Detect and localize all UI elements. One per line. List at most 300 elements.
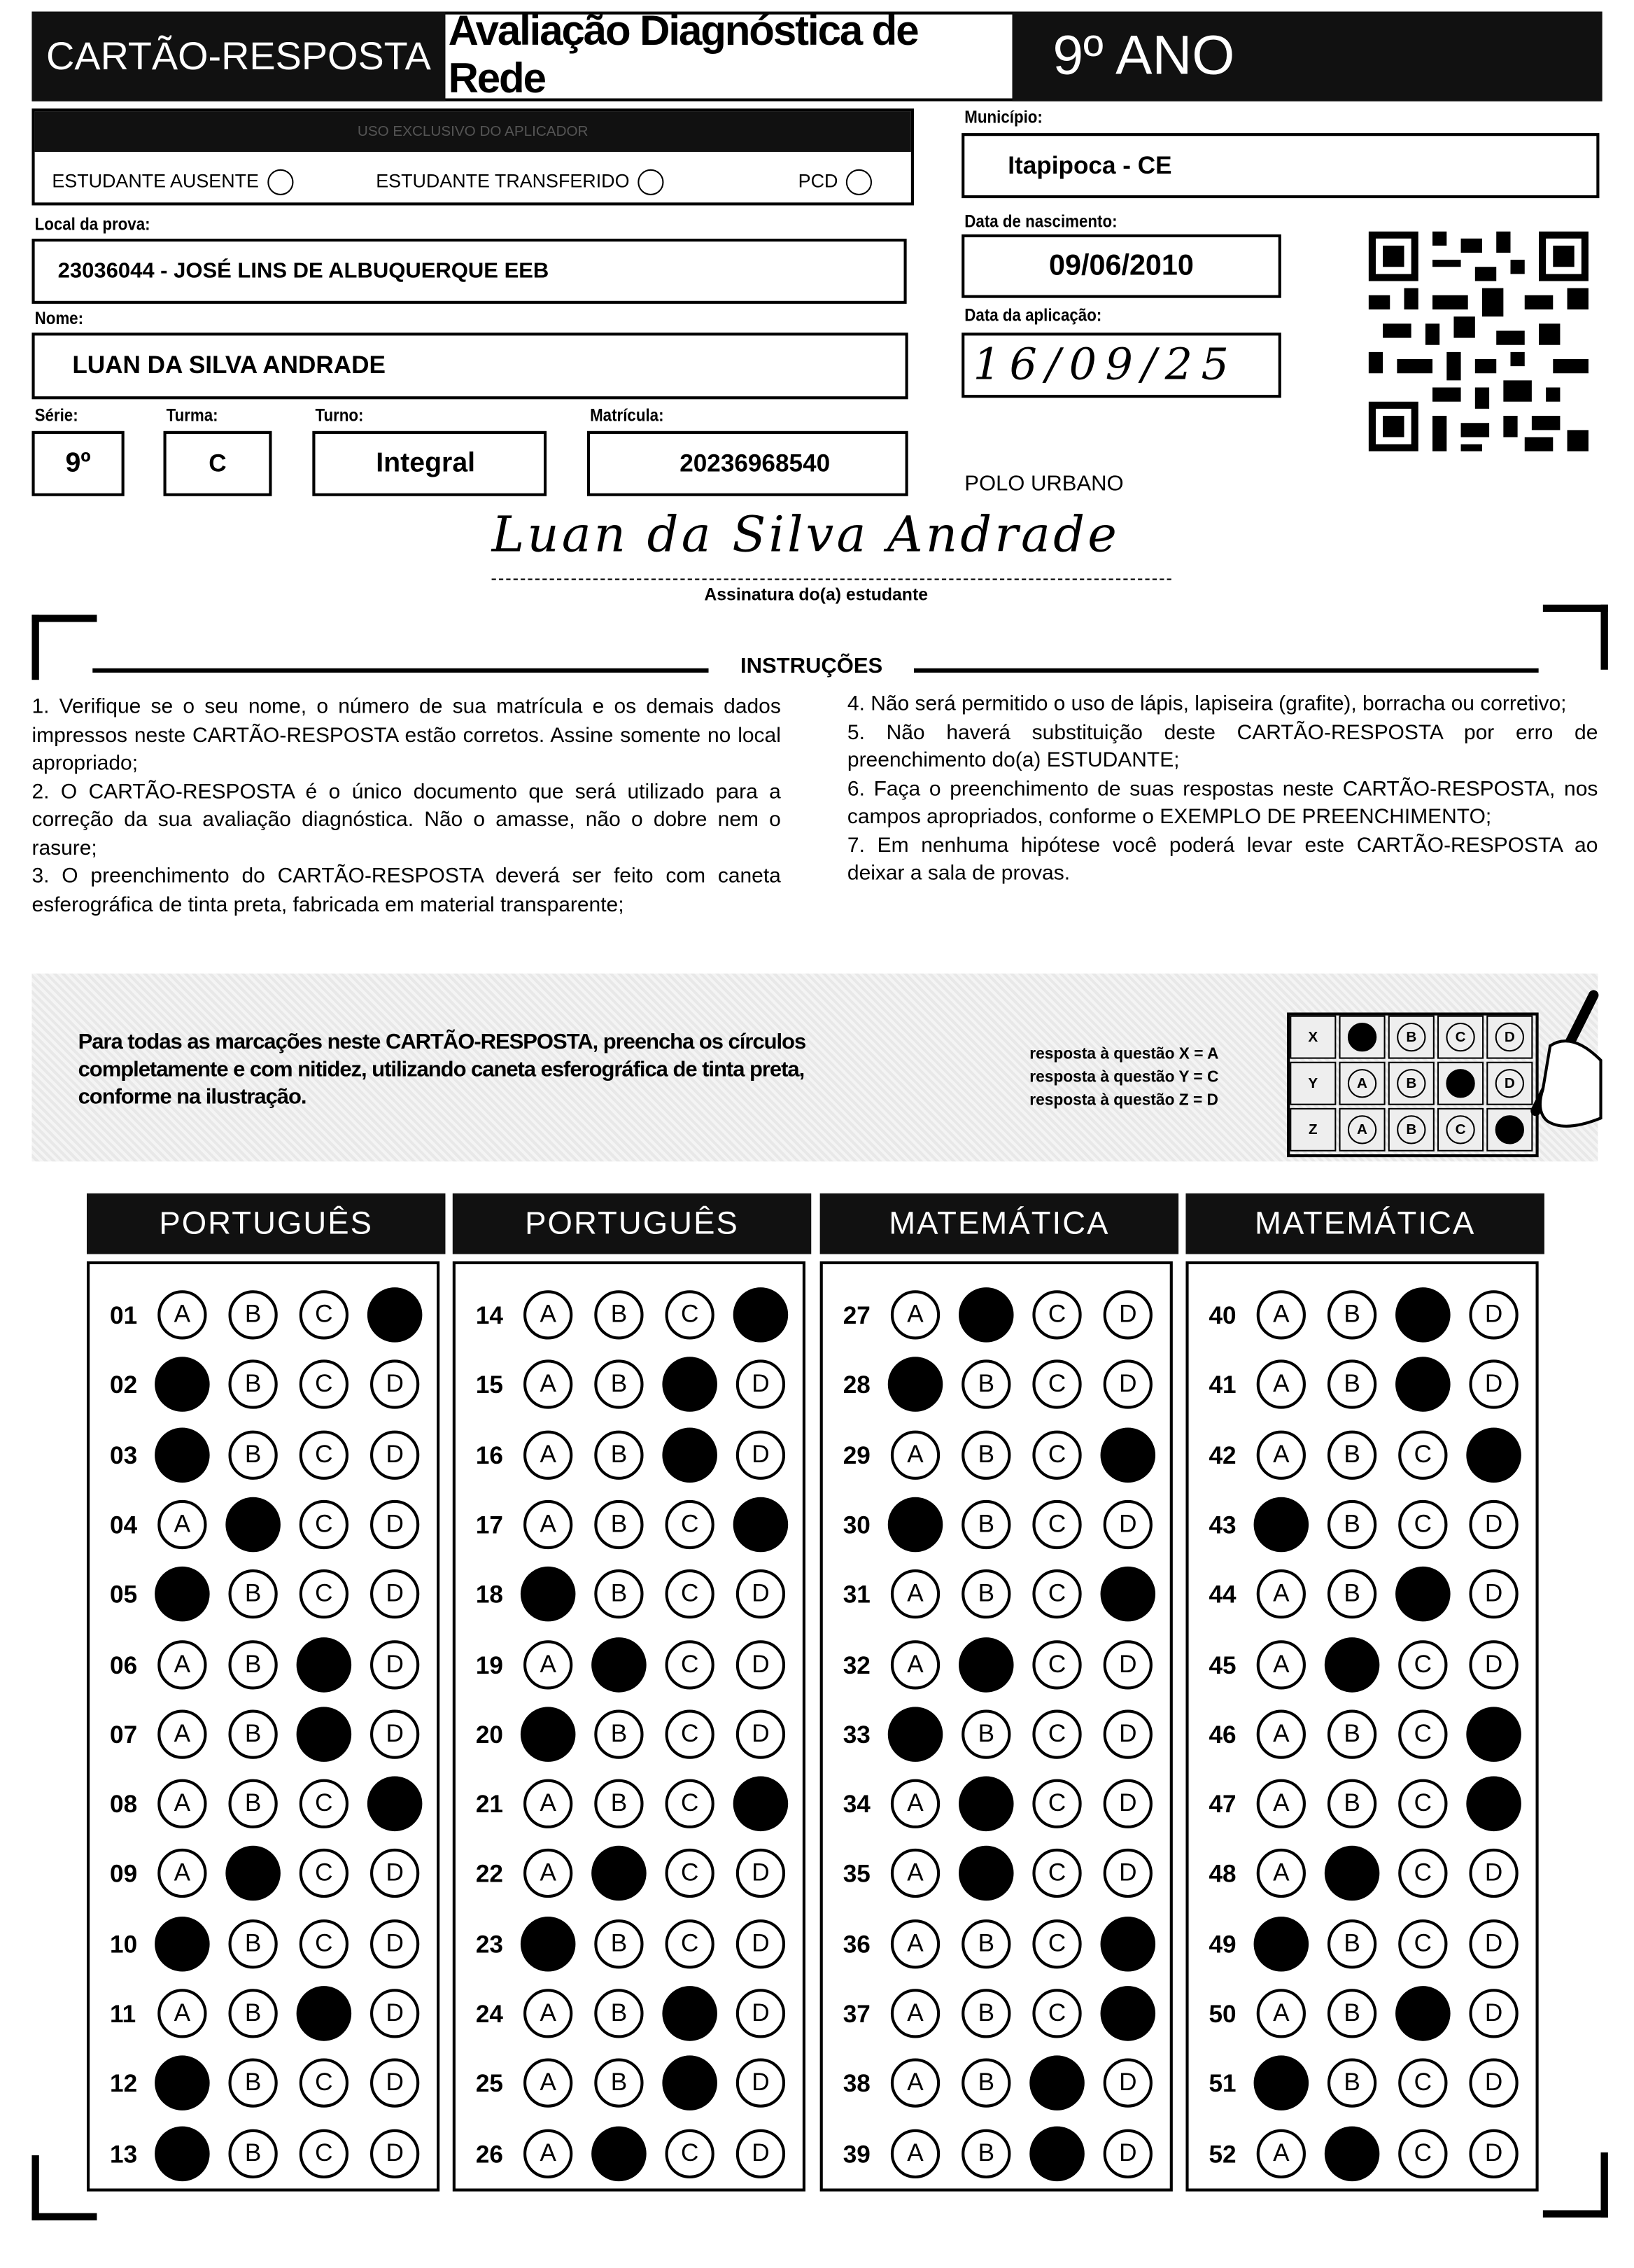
answer-bubble[interactable]: C <box>300 2059 348 2108</box>
answer-bubble[interactable]: B <box>1327 1360 1376 1409</box>
answer-row <box>90 1637 437 1695</box>
answer-bubble[interactable]: B <box>1327 1569 1376 1618</box>
answer-bubble[interactable]: A <box>891 1569 940 1618</box>
answer-bubble[interactable]: B <box>228 1779 277 1828</box>
answer-bubble[interactable]: D <box>1469 2129 1518 2178</box>
question-number: 40 <box>1209 1301 1237 1330</box>
question-number: 31 <box>843 1581 871 1609</box>
answer-bubble[interactable]: B <box>594 1290 643 1339</box>
answer-bubble[interactable]: B <box>962 1989 1010 2038</box>
transferred-option[interactable] <box>376 169 664 195</box>
answer-bubble[interactable]: A <box>523 2059 572 2108</box>
answer-bubble[interactable]: D <box>1104 1360 1153 1409</box>
answer-bubble-filled[interactable] <box>1466 1777 1521 1832</box>
answer-bubble[interactable]: B <box>962 1569 1010 1618</box>
answer-row <box>90 1777 437 1835</box>
answer-bubble[interactable]: B <box>1327 1430 1376 1479</box>
answer-row <box>90 1707 437 1765</box>
answer-bubble-filled[interactable] <box>591 2126 647 2181</box>
answer-bubble[interactable]: D <box>736 1569 785 1618</box>
answer-bubble[interactable]: B <box>594 2059 643 2108</box>
answer-bubble[interactable]: D <box>370 1360 419 1409</box>
answer-bubble-filled[interactable] <box>1325 1847 1380 1902</box>
answer-bubble[interactable]: D <box>370 1430 419 1479</box>
pcd-option[interactable] <box>798 169 873 195</box>
answer-bubble-filled[interactable] <box>521 1707 576 1762</box>
answer-bubble-filled[interactable] <box>297 1707 352 1762</box>
answer-bubble[interactable]: C <box>1032 1360 1081 1409</box>
answer-bubble[interactable]: A <box>523 1779 572 1828</box>
instructions-right <box>847 692 1598 889</box>
answer-bubble-filled[interactable] <box>297 1637 352 1692</box>
answer-bubble[interactable]: B <box>228 1569 277 1618</box>
answer-bubble[interactable]: A <box>891 2129 940 2178</box>
answer-bubble[interactable]: C <box>665 1709 714 1758</box>
answer-bubble[interactable]: C <box>1398 2059 1447 2108</box>
polo-label: POLO URBANO <box>964 471 1124 496</box>
municipio-field: Itapipoca - CE <box>962 133 1599 198</box>
transferred-radio[interactable] <box>638 169 664 195</box>
answer-bubble[interactable]: B <box>962 1500 1010 1549</box>
example-bubble: B <box>1397 1115 1425 1144</box>
answer-bubble-filled[interactable] <box>225 1497 281 1552</box>
example-cell <box>1339 1108 1385 1152</box>
answer-bubble-filled[interactable] <box>959 1637 1014 1692</box>
answer-bubble[interactable]: D <box>370 1849 419 1898</box>
answer-bubble[interactable]: D <box>1469 2059 1518 2108</box>
answer-row <box>1189 2056 1536 2114</box>
answer-row <box>456 1707 803 1765</box>
answer-bubble[interactable]: A <box>157 1849 206 1898</box>
answer-bubble[interactable]: B <box>962 1919 1010 1968</box>
answer-row <box>823 1287 1170 1345</box>
answer-bubble[interactable]: C <box>1398 1919 1447 1968</box>
answer-bubble[interactable]: D <box>1469 1500 1518 1549</box>
answer-row <box>1189 1707 1536 1765</box>
answer-bubble[interactable]: B <box>594 1569 643 1618</box>
answer-bubble-filled[interactable] <box>1395 1567 1451 1622</box>
answer-bubble[interactable]: D <box>1104 1290 1153 1339</box>
example-cell <box>1437 1108 1484 1152</box>
answer-bubble[interactable]: C <box>300 1779 348 1828</box>
answer-bubble[interactable]: C <box>1032 1639 1081 1688</box>
answer-bubble[interactable]: B <box>594 1500 643 1549</box>
answer-bubble[interactable]: D <box>370 2129 419 2178</box>
answer-bubble[interactable]: C <box>1032 1290 1081 1339</box>
question-number: 41 <box>1209 1371 1237 1399</box>
answer-bubble[interactable]: B <box>962 1430 1010 1479</box>
answer-bubble[interactable]: A <box>157 1639 206 1688</box>
answer-bubble[interactable]: C <box>665 1779 714 1828</box>
answer-bubble[interactable]: A <box>891 1290 940 1339</box>
answer-bubble[interactable]: C <box>300 1500 348 1549</box>
answer-bubble-filled[interactable] <box>155 2126 210 2181</box>
answer-bubble[interactable]: C <box>300 1360 348 1409</box>
answer-bubble[interactable]: B <box>228 2059 277 2108</box>
question-number: 05 <box>110 1581 138 1609</box>
answer-row <box>456 1427 803 1485</box>
question-number: 34 <box>843 1791 871 1819</box>
answer-bubble-filled[interactable] <box>1101 1916 1156 1971</box>
answer-bubble[interactable]: C <box>665 1849 714 1898</box>
answer-bubble-filled[interactable] <box>888 1707 943 1762</box>
example-question-label: Z <box>1290 1108 1336 1152</box>
answer-bubble[interactable]: C <box>300 1849 348 1898</box>
answer-bubble[interactable]: A <box>157 1290 206 1339</box>
question-number: 50 <box>1209 2000 1237 2029</box>
answer-bubble-filled[interactable] <box>662 1357 717 1413</box>
answer-bubble[interactable]: C <box>1032 1430 1081 1479</box>
answer-bubble[interactable]: D <box>1104 2129 1153 2178</box>
answer-bubble[interactable]: B <box>1327 1989 1376 2038</box>
answer-bubble[interactable]: D <box>370 1709 419 1758</box>
answer-bubble[interactable]: D <box>1469 1919 1518 1968</box>
answer-bubble[interactable]: A <box>891 1779 940 1828</box>
answer-bubble[interactable]: B <box>962 1360 1010 1409</box>
answer-bubble[interactable]: C <box>1032 1569 1081 1618</box>
application-date-label: Data da aplicação: <box>964 305 1102 326</box>
answer-bubble[interactable]: A <box>891 1989 940 2038</box>
answer-bubble[interactable]: A <box>523 1639 572 1688</box>
answer-bubble[interactable]: A <box>1257 1639 1306 1688</box>
answer-bubble[interactable]: D <box>736 1989 785 2038</box>
answer-bubble[interactable]: B <box>228 1360 277 1409</box>
answer-bubble[interactable]: D <box>1469 1849 1518 1898</box>
answer-bubble-filled[interactable] <box>733 1777 789 1832</box>
answer-row <box>456 1357 803 1415</box>
answer-bubble[interactable]: A <box>1257 1779 1306 1828</box>
answer-row <box>1189 1986 1536 2044</box>
answer-bubble[interactable]: B <box>228 1919 277 1968</box>
answer-bubble-filled[interactable] <box>155 1357 210 1413</box>
answer-bubble[interactable]: A <box>1257 1849 1306 1898</box>
corner-mark-bottom-right <box>1543 2152 1608 2218</box>
example-bubble: D <box>1495 1023 1524 1051</box>
answer-bubble[interactable]: A <box>523 1849 572 1898</box>
example-question-label: X <box>1290 1016 1336 1059</box>
answer-bubble[interactable]: D <box>736 1919 785 1968</box>
answer-row <box>90 1497 437 1555</box>
municipio-label: Município: <box>964 106 1043 127</box>
question-number: 23 <box>475 1930 503 1959</box>
answer-bubble-filled[interactable] <box>1395 1357 1451 1413</box>
question-number: 09 <box>110 1861 138 1889</box>
answer-bubble[interactable]: C <box>300 1430 348 1479</box>
answer-bubble-filled[interactable] <box>733 1497 789 1552</box>
answer-bubble[interactable]: D <box>736 1430 785 1479</box>
answer-bubble[interactable]: A <box>891 1849 940 1898</box>
answer-bubble[interactable]: D <box>370 2059 419 2108</box>
answer-bubble[interactable]: C <box>1032 1849 1081 1898</box>
answer-row <box>1189 1427 1536 1485</box>
question-number: 47 <box>1209 1791 1237 1819</box>
answer-row <box>1189 1777 1536 1835</box>
transferred-label: ESTUDANTE TRANSFERIDO <box>376 169 630 192</box>
answer-bubble[interactable]: B <box>594 1779 643 1828</box>
question-number: 36 <box>843 1930 871 1959</box>
answer-bubble[interactable]: A <box>1257 1430 1306 1479</box>
answer-bubble[interactable]: B <box>1327 1290 1376 1339</box>
answer-column <box>1185 1261 1538 2192</box>
answer-bubble[interactable]: D <box>1469 1989 1518 2038</box>
answer-bubble[interactable]: C <box>665 1569 714 1618</box>
answer-bubble-filled[interactable] <box>1395 1986 1451 2041</box>
answer-bubble[interactable]: A <box>157 1779 206 1828</box>
answer-bubble-filled[interactable] <box>959 1777 1014 1832</box>
answer-bubble-filled[interactable] <box>1101 1427 1156 1483</box>
answer-bubble-filled[interactable] <box>662 2056 717 2111</box>
answer-bubble[interactable]: C <box>1398 1849 1447 1898</box>
answer-bubble[interactable]: B <box>962 2129 1010 2178</box>
question-number: 14 <box>475 1301 503 1330</box>
applicator-box <box>31 108 914 205</box>
answer-bubble[interactable]: D <box>1104 1779 1153 1828</box>
answer-bubble-filled[interactable] <box>662 1427 717 1483</box>
answer-bubble-filled[interactable] <box>155 1427 210 1483</box>
hand-pen-icon <box>1493 988 1608 1147</box>
answer-bubble[interactable]: C <box>1032 1919 1081 1968</box>
answer-bubble[interactable]: A <box>1257 2129 1306 2178</box>
answer-row <box>823 2126 1170 2184</box>
absent-radio[interactable] <box>267 169 293 195</box>
question-number: 37 <box>843 2000 871 2029</box>
answer-bubble-filled[interactable] <box>297 1986 352 2041</box>
answer-bubble[interactable]: C <box>1398 1430 1447 1479</box>
answer-bubble[interactable]: C <box>300 2129 348 2178</box>
answer-bubble[interactable]: A <box>1257 1709 1306 1758</box>
answer-bubble[interactable]: C <box>1398 1709 1447 1758</box>
answer-bubble[interactable]: C <box>300 1919 348 1968</box>
question-number: 52 <box>1209 2140 1237 2168</box>
answer-bubble[interactable]: D <box>370 1989 419 2038</box>
example-bubble: C <box>1446 1023 1474 1051</box>
answer-bubble[interactable]: A <box>523 1360 572 1409</box>
answer-bubble[interactable]: C <box>665 1919 714 1968</box>
answer-bubble-filled[interactable] <box>959 1287 1014 1343</box>
answer-row <box>456 1847 803 1905</box>
answer-bubble-filled[interactable] <box>733 1287 789 1343</box>
answer-bubble[interactable]: A <box>891 1639 940 1688</box>
instruction-1: 1. Verifique se o seu nome, o número de sua matrícula e os demais dados impressos neste CARTÃO-RESPOSTA estão corretos. Assine somente no local apropriado; <box>31 695 781 776</box>
answer-bubble[interactable]: D <box>370 1639 419 1688</box>
absent-option[interactable] <box>52 169 293 195</box>
question-number: 42 <box>1209 1441 1237 1469</box>
answer-bubble-filled[interactable] <box>1101 1986 1156 2041</box>
answer-bubble[interactable]: D <box>736 1639 785 1688</box>
signature-label: Assinatura do(a) estudante <box>704 584 929 605</box>
answer-bubble[interactable]: D <box>1104 1500 1153 1549</box>
answer-bubble[interactable]: A <box>891 1919 940 1968</box>
answer-bubble[interactable]: B <box>1327 1709 1376 1758</box>
answer-bubble-filled[interactable] <box>367 1777 423 1832</box>
answer-bubble[interactable]: A <box>891 1430 940 1479</box>
answer-bubble-filled[interactable] <box>888 1497 943 1552</box>
answer-bubble[interactable]: C <box>1032 1709 1081 1758</box>
example-cell <box>1339 1016 1385 1059</box>
answer-bubble[interactable]: D <box>736 2129 785 2178</box>
answer-bubble[interactable]: A <box>523 1989 572 2038</box>
answer-bubble-filled[interactable] <box>1325 2126 1380 2181</box>
answer-bubble[interactable]: C <box>1032 1500 1081 1549</box>
example-question-label: Y <box>1290 1062 1336 1105</box>
answer-bubble[interactable]: B <box>962 2059 1010 2108</box>
answer-bubble[interactable]: C <box>665 1290 714 1339</box>
answer-bubble[interactable]: D <box>1469 1569 1518 1618</box>
answer-bubble-filled[interactable] <box>155 1916 210 1971</box>
instruction-5: 5. Não haverá substituição deste CARTÃO-RESPOSTA por erro de preenchimento do(a) ESTUDANTE; <box>847 721 1598 773</box>
answer-bubble[interactable]: C <box>1032 1989 1081 2038</box>
answer-bubble[interactable]: A <box>157 1709 206 1758</box>
answer-bubble[interactable]: A <box>891 2059 940 2108</box>
answer-bubble[interactable]: A <box>523 1500 572 1549</box>
answer-bubble[interactable]: B <box>1327 1919 1376 1968</box>
answer-bubble-filled[interactable] <box>591 1637 647 1692</box>
answer-row <box>456 1986 803 2044</box>
instructions-title: INSTRUÇÕES <box>709 654 915 678</box>
answer-bubble[interactable]: C <box>300 1290 348 1339</box>
answer-bubble[interactable]: C <box>1398 1779 1447 1828</box>
answer-bubble-filled[interactable] <box>155 2056 210 2111</box>
answer-bubble-filled[interactable] <box>155 1567 210 1622</box>
answer-bubble[interactable]: B <box>594 1360 643 1409</box>
answer-bubble[interactable]: B <box>1327 2059 1376 2108</box>
answer-bubble[interactable]: A <box>523 1290 572 1339</box>
question-number: 18 <box>475 1581 503 1609</box>
answer-bubble[interactable]: B <box>228 1639 277 1688</box>
answer-bubble[interactable]: D <box>1104 1849 1153 1898</box>
answer-bubble[interactable]: B <box>962 1709 1010 1758</box>
instruction-2: 2. O CARTÃO-RESPOSTA é o único documento que será utilizado para a correção da sua avaliação diagnóstica. Não o amasse, não o dobre nem o rasure; <box>31 780 781 860</box>
answer-bubble[interactable]: D <box>1469 1639 1518 1688</box>
answer-bubble[interactable]: A <box>1257 1569 1306 1618</box>
subject-header: MATEMÁTICA <box>820 1194 1178 1254</box>
question-number: 01 <box>110 1301 138 1330</box>
answer-bubble[interactable]: D <box>370 1919 419 1968</box>
example-cell <box>1388 1108 1435 1152</box>
pcd-radio[interactable] <box>847 169 873 195</box>
answer-bubble[interactable]: A <box>157 1989 206 2038</box>
answer-bubble[interactable]: B <box>228 1430 277 1479</box>
answer-row <box>1189 1916 1536 1974</box>
answer-bubble[interactable]: D <box>370 1500 419 1549</box>
example-bubble: C <box>1446 1115 1474 1144</box>
answer-bubble[interactable]: D <box>370 1569 419 1618</box>
answer-row <box>90 1357 437 1415</box>
student-signature[interactable]: Luan da Silva Andrade <box>492 506 1171 580</box>
answer-bubble[interactable]: D <box>736 1709 785 1758</box>
answer-bubble[interactable]: B <box>228 2129 277 2178</box>
answer-bubble[interactable]: D <box>1469 1290 1518 1339</box>
answer-row <box>823 1777 1170 1835</box>
answer-bubble-filled[interactable] <box>1029 2126 1085 2181</box>
question-number: 48 <box>1209 1861 1237 1889</box>
answer-bubble[interactable]: C <box>1032 1779 1081 1828</box>
answer-bubble-filled[interactable] <box>521 1916 576 1971</box>
answer-bubble[interactable]: D <box>736 1360 785 1409</box>
answer-row <box>90 1986 437 2044</box>
answer-bubble-filled[interactable] <box>1101 1567 1156 1622</box>
answer-bubble[interactable]: B <box>228 1290 277 1339</box>
answer-bubble[interactable]: B <box>1327 1500 1376 1549</box>
answer-bubble[interactable]: B <box>594 1989 643 2038</box>
question-number: 25 <box>475 2070 503 2098</box>
answer-bubble[interactable]: A <box>157 1500 206 1549</box>
answer-bubble-filled[interactable] <box>1254 2056 1309 2111</box>
answer-bubble[interactable]: C <box>1398 1500 1447 1549</box>
question-number: 27 <box>843 1301 871 1330</box>
answer-row <box>1189 1287 1536 1345</box>
answer-bubble[interactable]: D <box>1104 1709 1153 1758</box>
answer-row <box>823 1567 1170 1625</box>
answer-bubble-filled[interactable] <box>1254 1916 1309 1971</box>
question-number: 28 <box>843 1371 871 1399</box>
answer-bubble[interactable]: C <box>665 1500 714 1549</box>
question-number: 26 <box>475 2140 503 2168</box>
answer-bubble-filled[interactable] <box>1466 1427 1521 1483</box>
answer-bubble[interactable]: C <box>665 1639 714 1688</box>
answer-bubble[interactable]: B <box>594 1709 643 1758</box>
example-cell <box>1339 1062 1385 1105</box>
answer-row <box>456 1497 803 1555</box>
answer-bubble[interactable]: B <box>228 1709 277 1758</box>
answer-bubble[interactable]: C <box>1398 1639 1447 1688</box>
answer-row <box>823 1357 1170 1415</box>
answer-bubble-filled[interactable] <box>1395 1287 1451 1343</box>
answer-bubble-filled[interactable] <box>225 1847 281 1902</box>
answer-bubble-filled[interactable] <box>367 1287 423 1343</box>
answer-bubble[interactable]: C <box>665 2129 714 2178</box>
answer-bubble-filled[interactable] <box>1325 1637 1380 1692</box>
answer-column <box>87 1261 439 2192</box>
question-number: 39 <box>843 2140 871 2168</box>
answer-bubble-filled[interactable] <box>521 1567 576 1622</box>
answer-bubble[interactable]: C <box>300 1569 348 1618</box>
answer-bubble[interactable]: D <box>736 1849 785 1898</box>
answer-bubble-filled[interactable] <box>591 1847 647 1902</box>
answer-bubble[interactable]: B <box>594 1919 643 1968</box>
answer-bubble[interactable]: B <box>594 1430 643 1479</box>
answer-bubble[interactable]: D <box>1104 1639 1153 1688</box>
answer-bubble[interactable]: A <box>1257 1360 1306 1409</box>
answer-bubble[interactable]: C <box>1398 2129 1447 2178</box>
answer-row <box>90 1916 437 1974</box>
answer-bubble-filled[interactable] <box>1254 1497 1309 1552</box>
answer-bubble-filled[interactable] <box>1029 2056 1085 2111</box>
answer-bubble-filled[interactable] <box>1466 1707 1521 1762</box>
application-date-field[interactable]: 16/09/25 <box>962 332 1281 398</box>
question-number: 02 <box>110 1371 138 1399</box>
question-number: 44 <box>1209 1581 1237 1609</box>
answer-bubble[interactable]: A <box>523 1430 572 1479</box>
answer-bubble[interactable]: D <box>1104 2059 1153 2108</box>
question-number: 15 <box>475 1371 503 1399</box>
answer-bubble-filled[interactable] <box>662 1986 717 2041</box>
answer-row <box>456 2056 803 2114</box>
answer-bubble[interactable]: B <box>228 1989 277 2038</box>
answer-bubble-filled[interactable] <box>959 1847 1014 1902</box>
instruction-4: 4. Não será permitido o uso de lápis, lapiseira (grafite), borracha ou corretivo; <box>847 692 1567 716</box>
answer-bubble[interactable]: A <box>1257 1290 1306 1339</box>
answer-bubble[interactable]: A <box>1257 1989 1306 2038</box>
answer-row <box>1189 1357 1536 1415</box>
answer-bubble[interactable]: A <box>523 2129 572 2178</box>
answer-column <box>453 1261 805 2192</box>
answer-bubble-filled[interactable] <box>888 1357 943 1413</box>
turno-field: Integral <box>312 431 547 496</box>
answer-bubble[interactable]: D <box>1469 1360 1518 1409</box>
answer-bubble[interactable]: D <box>736 2059 785 2108</box>
answer-bubble[interactable]: B <box>1327 1779 1376 1828</box>
